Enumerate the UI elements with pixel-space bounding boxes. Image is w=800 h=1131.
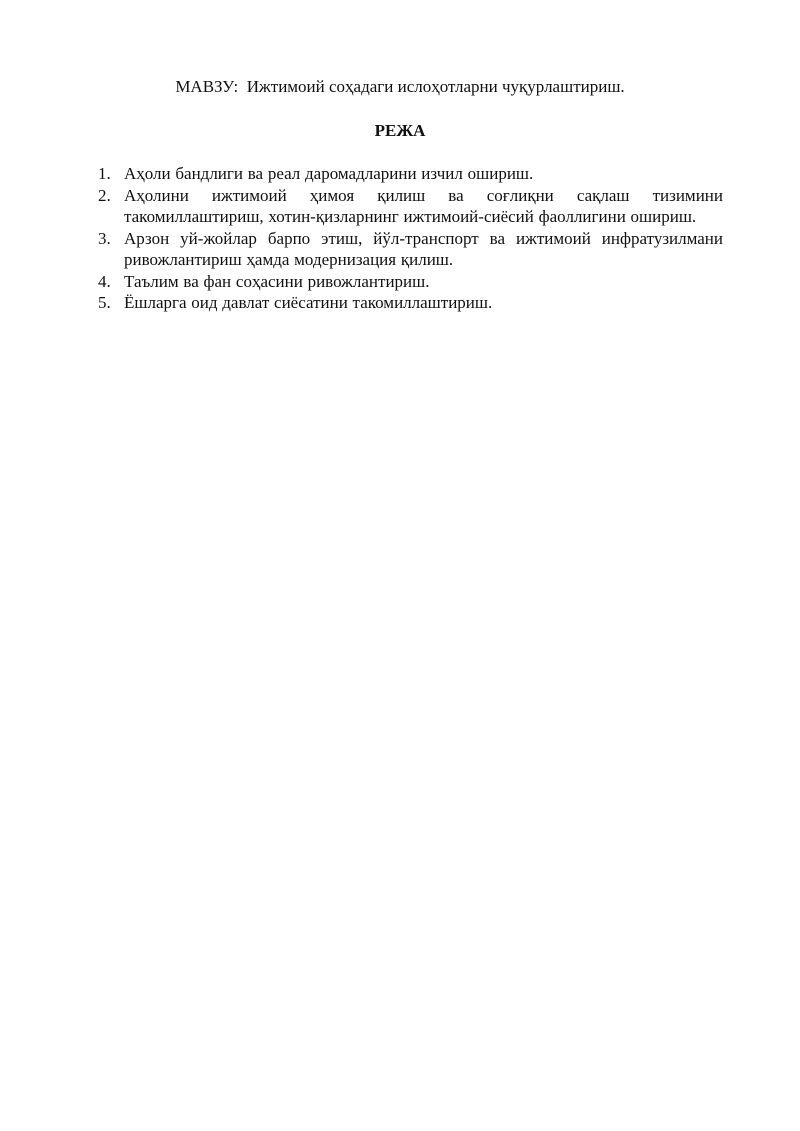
plan-item-number: 1. [98, 164, 111, 183]
plan-item-3 [98, 228, 723, 271]
plan-item-4 [98, 271, 723, 293]
plan-item-text: Аҳоли бандлиги ва реал даромадларини изчил ошириш. [124, 164, 534, 183]
plan-item-text: Ёшларга оид давлат сиёсатини такомиллаштириш. [124, 293, 493, 312]
plan-item-number: 4. [98, 271, 111, 291]
plan-item-text: Таълим ва фан соҳасини ривожлантириш. [124, 271, 430, 291]
plan-heading: РЕЖА [374, 121, 426, 140]
plan-item-1 [98, 163, 723, 185]
plan-item-text: Арзон уй-жойлар барпо этиш, йўл-транспорт ва ижтимоий инфратузилмани ривожлантириш ҳамда модернизация қилиш. [124, 228, 723, 269]
plan-item-text: Аҳолини ижтимоий ҳимоя қилиш ва соғлиқни сақлаш тизимини такомиллаштириш, хотин-қизларнинг ижтимоий-сиёсий фаоллигини ошириш. [124, 185, 723, 226]
plan-item-5 [98, 292, 723, 314]
document-title: МАВЗУ: Ижтимоий соҳадаги ислоҳотларни чуқурлаштириш. [175, 77, 625, 96]
plan-item-number: 5. [98, 293, 111, 312]
plan-item-2 [98, 185, 723, 228]
plan-list [98, 163, 723, 314]
plan-item-number: 2. [98, 185, 111, 205]
plan-item-number: 3. [98, 228, 111, 248]
